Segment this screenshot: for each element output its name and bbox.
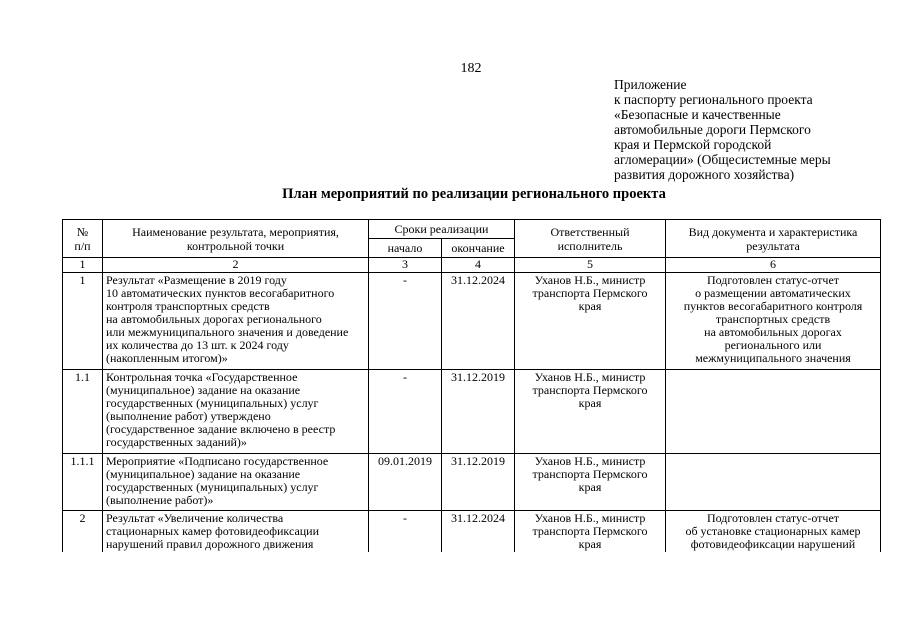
annex-line: автомобильные дороги Пермского (614, 122, 811, 137)
page-number: 182 (460, 61, 482, 76)
row-responsible: Уханов Н.Б., министр транспорта Пермского края (515, 511, 666, 553)
header-doc (666, 220, 881, 258)
column-number: 1 (63, 258, 103, 273)
row-end: 31.12.2019 (442, 454, 515, 511)
column-number: 3 (369, 258, 442, 273)
annex-line: края и Пермской городской (614, 137, 772, 152)
header-name-text: Наименование результата, мероприятия, контрольной точки (132, 224, 339, 253)
document-title: План мероприятий по реализации регионального проекта (282, 186, 666, 202)
plan-table (62, 219, 881, 552)
row-start: - (369, 370, 442, 454)
header-responsible-text: Ответственный исполнитель (550, 224, 630, 253)
row-doc: Подготовлен статус-отчет об установке стационарных камер фотовидеофиксации нарушений (666, 511, 881, 553)
annex-line: к паспорту регионального проекта (614, 92, 813, 107)
row-doc (666, 370, 881, 454)
header-name (103, 220, 369, 258)
table-row (63, 511, 881, 553)
row-doc (666, 454, 881, 511)
row-start: 09.01.2019 (369, 454, 442, 511)
annex-line: Приложение (614, 77, 687, 92)
row-doc: Подготовлен статус-отчет о размещении автоматических пунктов весогабаритного контроля транспортных средств на автомобильных дорогах регионального или межмуниципального значения (666, 273, 881, 370)
header-start: начало (369, 239, 442, 258)
table-row (63, 273, 881, 370)
row-name: Результат «Увеличение количества стационарных камер фотовидеофиксации нарушений правил дорожного движения (103, 511, 369, 553)
header-end: окончание (442, 239, 515, 258)
row-start: - (369, 273, 442, 370)
row-num: 2 (63, 511, 103, 553)
column-number: 4 (442, 258, 515, 273)
row-responsible: Уханов Н.Б., министр транспорта Пермского края (515, 370, 666, 454)
row-end: 31.12.2019 (442, 370, 515, 454)
row-num: 1.1 (63, 370, 103, 454)
row-end: 31.12.2024 (442, 511, 515, 553)
column-number: 6 (666, 258, 881, 273)
annex-line: «Безопасные и качественные (614, 107, 781, 122)
row-num: 1.1.1 (63, 454, 103, 511)
table-row (63, 370, 881, 454)
row-end: 31.12.2024 (442, 273, 515, 370)
row-num: 1 (63, 273, 103, 370)
column-number-row (63, 258, 881, 273)
row-responsible: Уханов Н.Б., министр транспорта Пермского края (515, 273, 666, 370)
table-row (63, 454, 881, 511)
row-name: Мероприятие «Подписано государственное (муниципальное) задание на оказание государственных (муниципальных) услуг (выполнение работ)» (103, 454, 369, 511)
row-responsible: Уханов Н.Б., министр транспорта Пермского края (515, 454, 666, 511)
annex-line: агломерации» (Общесистемные меры (614, 152, 831, 167)
header-responsible (515, 220, 666, 258)
annex-note (614, 77, 874, 182)
row-start: - (369, 511, 442, 553)
column-number: 5 (515, 258, 666, 273)
column-number: 2 (103, 258, 369, 273)
row-name: Результат «Размещение в 2019 году 10 автоматических пунктов весогабаритного контроля транспортных средств на автомобильных дорогах регионального или межмуниципального значения и доведение их количества до 13 шт. к 2024 году (накопленным итогом)» (103, 273, 369, 370)
header-doc-text: Вид документа и характеристика результата (688, 224, 858, 253)
row-name: Контрольная точка «Государственное (муниципальное) задание на оказание государственных (муниципальных) услуг (выполнение работ) утверждено (государственное задание включено в реестр государственных заданий)» (103, 370, 369, 454)
header-num-text: № п/п (74, 224, 91, 253)
header-num (63, 220, 103, 258)
header-terms: Сроки реализации (369, 220, 515, 239)
annex-line: развития дорожного хозяйства) (614, 167, 795, 182)
